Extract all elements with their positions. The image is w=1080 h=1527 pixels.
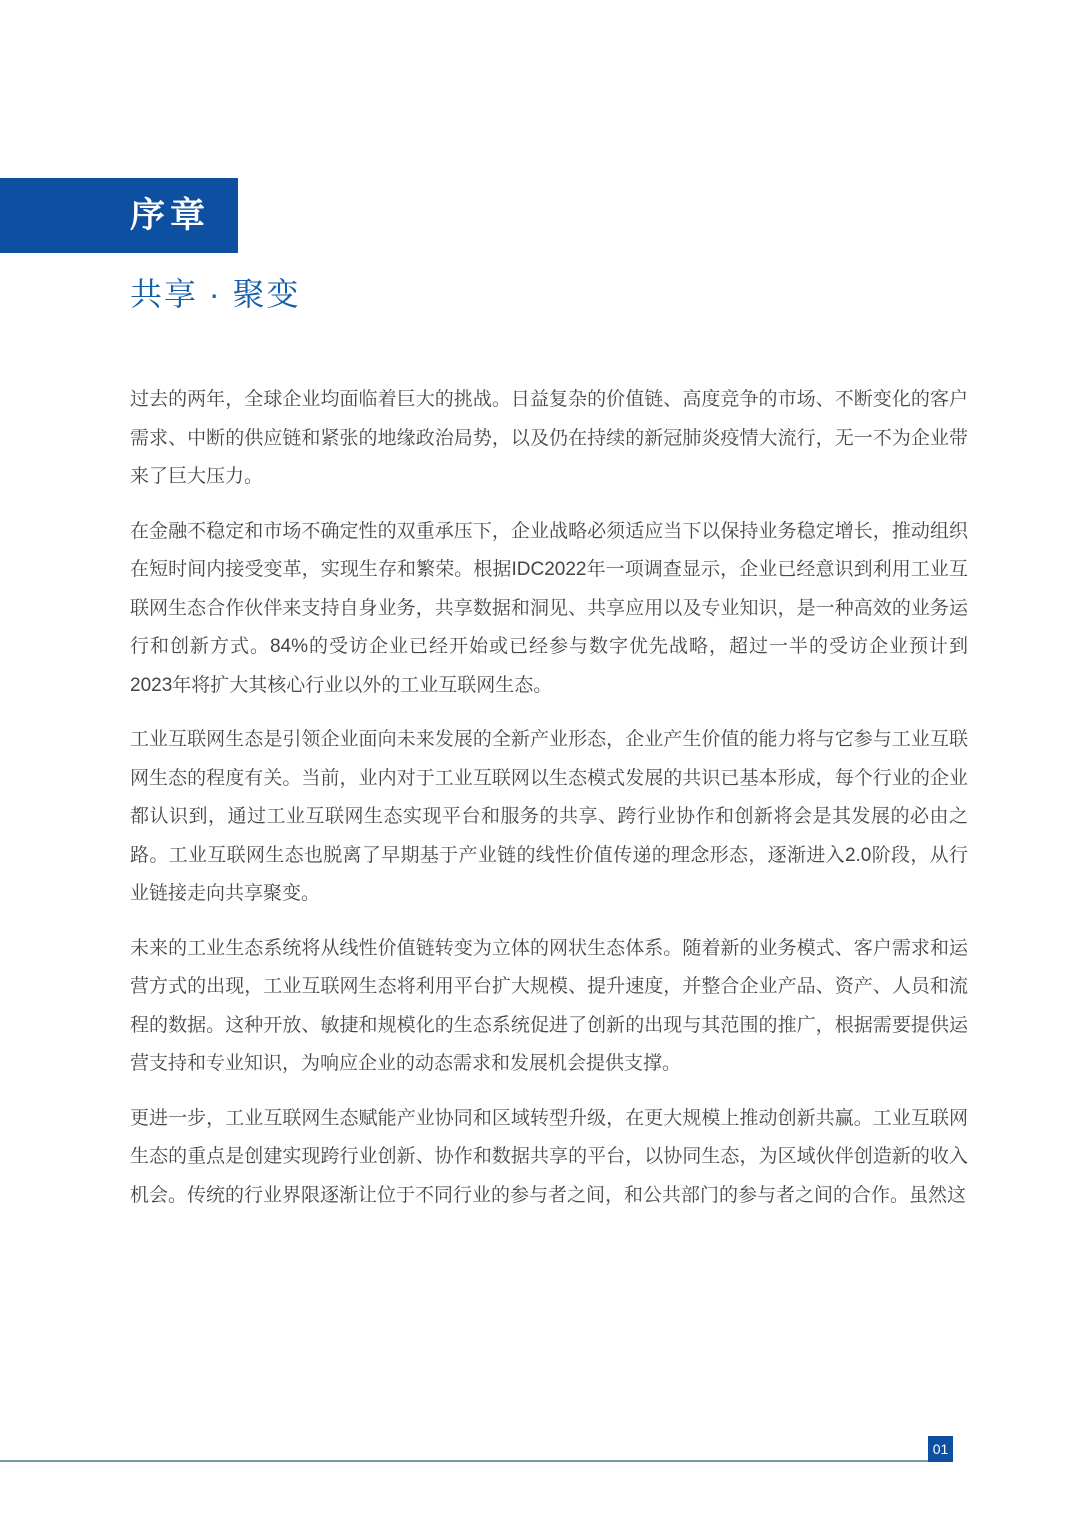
page-subtitle: 共享 · 聚变 xyxy=(130,276,301,312)
paragraph: 更进一步，工业互联网生态赋能产业协同和区域转型升级，在更大规模上推动创新共赢。工业互联网生态的重点是创建实现跨行业创新、协作和数据共享的平台，以协同生态，为区域伙伴创造新的收入机会。传统的行业界限逐渐让位于不同行业的参与者之间，和公共部门的参与者之间的合作。虽然这 xyxy=(130,1107,968,1206)
body-text xyxy=(130,381,968,1215)
paragraph: 过去的两年，全球企业均面临着巨大的挑战。日益复杂的价值链、高度竞争的市场、不断变化的客户需求、中断的供应链和紧张的地缘政治局势，以及仍在持续的新冠肺炎疫情大流行，无一不为企业带来了巨大压力。 xyxy=(130,389,968,487)
paragraph: 工业互联网生态是引领企业面向未来发展的全新产业形态，企业产生价值的能力将与它参与工业互联网生态的程度有关。当前，业内对于工业互联网以生态模式发展的共识已基本形成，每个行业的企业都认识到，通过工业互联网生态实现平台和服务的共享、跨行业协作和创新将会是其发展的必由之路。工业互联网生态也脱离了早期基于产业链的线性价值传递的理念形态，逐渐进入2.0阶段，从行业链接走向共享聚变。 xyxy=(130,729,968,904)
paragraph: 未来的工业生态系统将从线性价值链转变为立体的网状生态体系。随着新的业务模式、客户需求和运营方式的出现，工业互联网生态将利用平台扩大规模、提升速度，并整合企业产品、资产、人员和流程的数据。这种开放、敏捷和规模化的生态系统促进了创新的出现与其范围的推广，根据需要提供运营支持和专业知识，为响应企业的动态需求和发展机会提供支撑。 xyxy=(130,937,968,1074)
paragraph: 在金融不稳定和市场不确定性的双重承压下，企业战略必须适应当下以保持业务稳定增长，推动组织在短时间内接受变革，实现生存和繁荣。根据IDC2022年一项调查显示，企业已经意识到利用工业互联网生态合作伙伴来支持自身业务，共享数据和洞见、共享应用以及专业知识，是一种高效的业务运行和创新方式。84%的受访企业已经开始或已经参与数字优先战略，超过一半的受访企业预计到2023年将扩大其核心行业以外的工业互联网生态。 xyxy=(130,520,968,696)
chapter-label: 序章 xyxy=(130,196,211,235)
footer-rule xyxy=(0,1460,928,1462)
chapter-banner xyxy=(0,178,238,253)
page-number: 01 xyxy=(932,1441,949,1457)
page-number-badge xyxy=(928,1436,953,1462)
